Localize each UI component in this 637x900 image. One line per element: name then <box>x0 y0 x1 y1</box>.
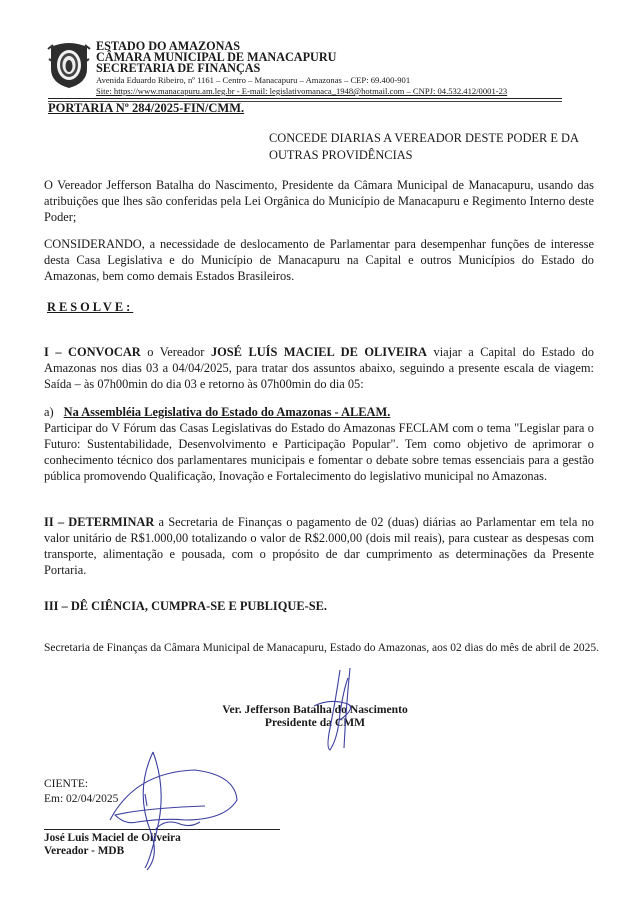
item-2-text: a Secretaria de Finanças o pagamento de 02 (duas) diárias ao Parlamentar em tela no valor unitário de R$1.000,00 totalizando o valor de R$2.000,00 (dois mil reais), para custear as despesas com transporte, alimentação e pousada, com o propósito de dar cumprimento as determinações da Presente Portaria. <box>44 515 594 577</box>
item-3-paragraph: III – DÊ CIÊNCIA, CUMPRA-SE E PUBLIQUE-SE. <box>44 599 327 613</box>
sub-item-a-marker: a) <box>44 405 54 419</box>
letterhead-chamber: CÂMARA MUNICIPAL DE MANACAPURU <box>96 50 337 64</box>
letterhead-contact: Site: https://www.manacapuru.am.leg.br - E-mail: legislativomanaca_1948@hotmail.com – CNPJ: 04.532.412/0001-23 <box>96 86 508 96</box>
item-1-label: I – CONVOCAR <box>44 345 141 359</box>
acknowledger-name: José Luis Maciel de Oliveira <box>44 832 181 844</box>
letterhead-state: ESTADO DO AMAZONAS <box>96 39 241 53</box>
item-1-name: JOSÉ LUÍS MACIEL DE OLIVEIRA <box>210 345 427 359</box>
item-1-text-b: viajar a Capital do Estado do Amazonas nos dias 03 a 04/04/2025, para tratar dos assuntos abaixo, seguindo a presente escala de viagem: Saída – às 07h00min do dia 03 e retorno às 07h00min do dia 05: <box>44 345 595 391</box>
document-title: PORTARIA Nº 284/2025-FIN/CMM. <box>48 101 245 115</box>
sub-item-a-heading <box>44 405 390 420</box>
signatory-role: Presidente da CMM <box>264 716 366 729</box>
ciente-date: Em: 02/04/2025 <box>44 793 119 805</box>
item-2-paragraph <box>44 514 594 578</box>
letterhead-address: Avenida Eduardo Ribeiro, nº 1161 – Centro – Manacapuru – Amazonas – CEP: 69.400-901 <box>96 75 411 85</box>
acknowledger-role: Vereador - MDB <box>44 845 125 857</box>
preamble-paragraph: O Vereador Jefferson Batalha do Nascimento, Presidente da Câmara Municipal de Manacapuru, usando das atribuições que lhes são conferidas pela Lei Orgânica do Município de Manacapuru e Regimento Interno deste Poder; <box>44 178 594 224</box>
item-2-label: II – DETERMINAR <box>44 515 155 529</box>
item-1-paragraph <box>44 344 594 392</box>
sub-item-a-title: Na Assembléia Legislativa do Estado do Amazonas - ALEAM. <box>63 405 391 419</box>
header-divider <box>48 98 562 99</box>
closing-paragraph: Secretaria de Finanças da Câmara Municipal de Manacapuru, Estado do Amazonas, aos 02 dias do mês de abril de 2025. <box>44 642 600 654</box>
ementa: CONCEDE DIARIAS A VEREADOR DESTE PODER E DA OUTRAS PROVIDÊNCIAS <box>269 131 579 162</box>
signatory-name: Ver. Jefferson Batalha do Nascimento <box>222 703 408 716</box>
item-1-text-a: o Vereador <box>140 345 211 359</box>
letterhead-department: SECRETARIA DE FINANÇAS <box>96 61 261 75</box>
signature-vereador <box>105 750 245 875</box>
sub-item-a-paragraph: Participar do V Fórum das Casas Legislativas do Estado do Amazonas FECLAM com o tema "Legislar para o Futuro: Sustentabilidade, Desenvolvimento e Participação Popular". Tem como objetivo de aprimorar o conhecimento técnico dos parlamentares municipais e fomentar o debate sobre temas essenciais para a gestão pública promovendo Qualificação, Inovação e Fortalecimento do legislativo municipal no Amazonas. <box>44 421 594 483</box>
resolve-heading: RESOLVE: <box>47 300 134 314</box>
signature-president <box>310 668 370 753</box>
ciente-label: CIENTE: <box>44 778 89 790</box>
coat-of-arms-icon <box>47 39 91 89</box>
considerando-paragraph: CONSIDERANDO, a necessidade de deslocamento de Parlamentar para desempenhar funções de interesse desta Casa Legislativa e do Município de Manacapuru na Capital e outros Municípios do Estado do Amazonas, bem como demais Estados Brasileiros. <box>44 237 594 283</box>
